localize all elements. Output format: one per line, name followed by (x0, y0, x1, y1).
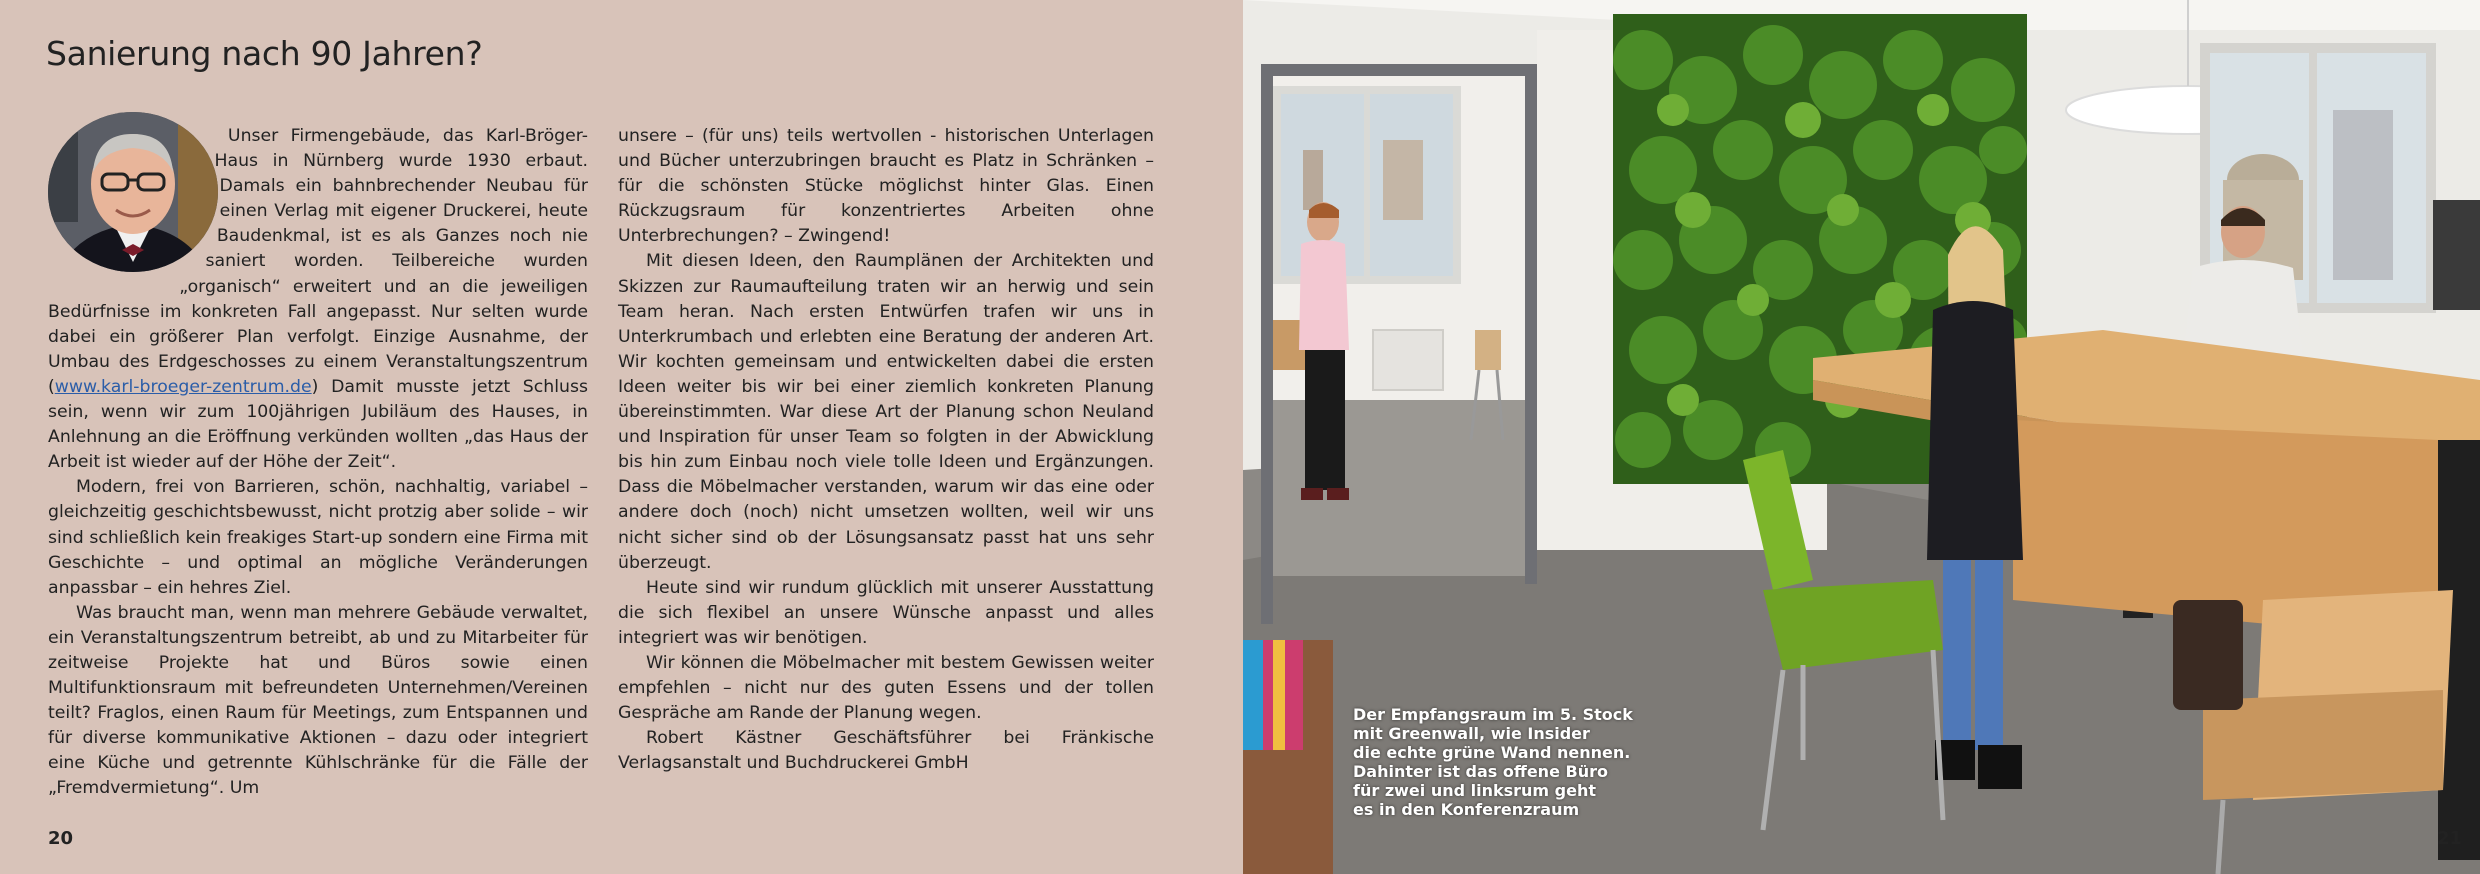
caption-line: Dahinter ist das offene Büro (1353, 762, 1608, 781)
caption-line: die echte grüne Wand nennen. (1353, 743, 1631, 762)
page-heading: Sanierung nach 90 Jahren? (46, 34, 483, 73)
paragraph: Heute sind wir rundum glücklich mit unserer Ausstattung die sich flexibel an unsere Wünsche anpasst und alles integriert was wir benötigen. (618, 577, 1154, 648)
paragraph: unsere – (für uns) teils wertvollen - historischen Unterlagen und Bücher unterzubringen braucht es Platz in Schränken – für die schönsten Stücke möglichst hinter Glas. Einen Rückzugsraum für konzentriertes Arbeiten ohne Unterbrechungen? – Zwingend! (618, 126, 1154, 247)
page-number-right: 21 (2436, 828, 2462, 849)
paragraph: Wir können die Möbelmacher mit bestem Gewissen weiter empfehlen – nicht nur des guten Essens und der tollen Gespräche am Rande der Planung wegen. (618, 652, 1154, 724)
caption-line: für zwei und linksrum geht (1353, 781, 1597, 800)
portrait-float-space (48, 124, 224, 282)
paragraph: Mit diesen Ideen, den Raumplänen der Architekten und Skizzen zur Raumaufteilung traten wir an herwig und sein Team heran. Nach ersten Entwürfen trafen wir uns in Unterkrumbach und erlebten eine Beratung der anderen Art. Wir kochten gemeinsam und entwickelten dabei die ersten Ideen weiter bis wir bei einer ziemlich konkreten Planung übereinstimmten. War diese Art der Planung schon Neuland und Inspiration für unser Team so folgten in der Abwicklung bis hin zum Einbau noch viele tolle Ideen und Ergänzungen. Dass die Möbelmacher verstanden, warum wir das eine oder andere doch (noch) nicht umsetzen wollten, weil wir uns nicht sicher sind ob der Lösungsansatz passt hat uns sehr überzeugt. (618, 251, 1154, 573)
website-link[interactable]: www.karl-broeger-zentrum.de (54, 376, 312, 397)
paragraph-text-cont: ) Damit musste jetzt Schluss sein, wenn wir zum 100jährigen Jubiläum des Hauses, in Anlehnung an die Eröffnung verkünden wollten „das Haus der Arbeit ist wieder auf der Höhe der Zeit“. (48, 376, 588, 473)
right-page (1243, 0, 2480, 874)
paragraph: Robert Kästner Geschäftsführer bei Fränkische Verlagsanstalt und Buchdruckerei GmbH (618, 728, 1154, 774)
caption-line: Der Empfangsraum im 5. Stock (1353, 705, 1633, 724)
text-column-right (618, 124, 1154, 776)
caption-line: mit Greenwall, wie Insider (1353, 724, 1590, 743)
photo-caption (1353, 705, 1633, 819)
caption-line: es in den Konferenzraum (1353, 800, 1580, 819)
paragraph: Was braucht man, wenn man mehrere Gebäude verwaltet, ein Veranstaltungszentrum betreibt, ab und zu Mitarbeiter für zeitweise Projekte hat und Büros sowie einen Multifunktionsraum mit befreundeten Unternehmen/Vereinen teilt? Fraglos, einen Raum für Meetings, zum Entspannen und für diverse kommunikative Aktionen – dazu oder integriert eine Küche und getrennte Kühlschränke für die Fälle der „Fremdvermietung“. Um (48, 602, 588, 799)
paragraph-text: Unser Firmengebäude, das Karl-Bröger-Haus in Nürnberg wurde 1930 erbaut. Damals ein bahnbrechender Neubau für einen Verlag mit eigener Druckerei, heute Baudenkmal, ist es als Ganzes noch nie saniert worden. Teilbereiche wurden „organisch“ erweitert und an die jeweiligen Bedürfnisse im konkreten Fall angepasst. Nur selten wurde dabei ein größerer Plan verfolgt. Einzige Ausnahme, der Umbau des Erdgeschosses zu einem Veranstaltungszentrum ( (48, 126, 588, 397)
page-number-left: 20 (48, 828, 74, 849)
text-column-left (48, 124, 588, 802)
paragraph: Modern, frei von Barrieren, schön, nachhaltig, variabel – gleichzeitig geschichtsbewusst, nicht protzig aber solide – wir sind schließlich kein freakiges Start-up sondern eine Firma mit Geschichte – und optimal an mögliche Veränderungen anpassbar – ein hehres Ziel. (48, 477, 588, 598)
